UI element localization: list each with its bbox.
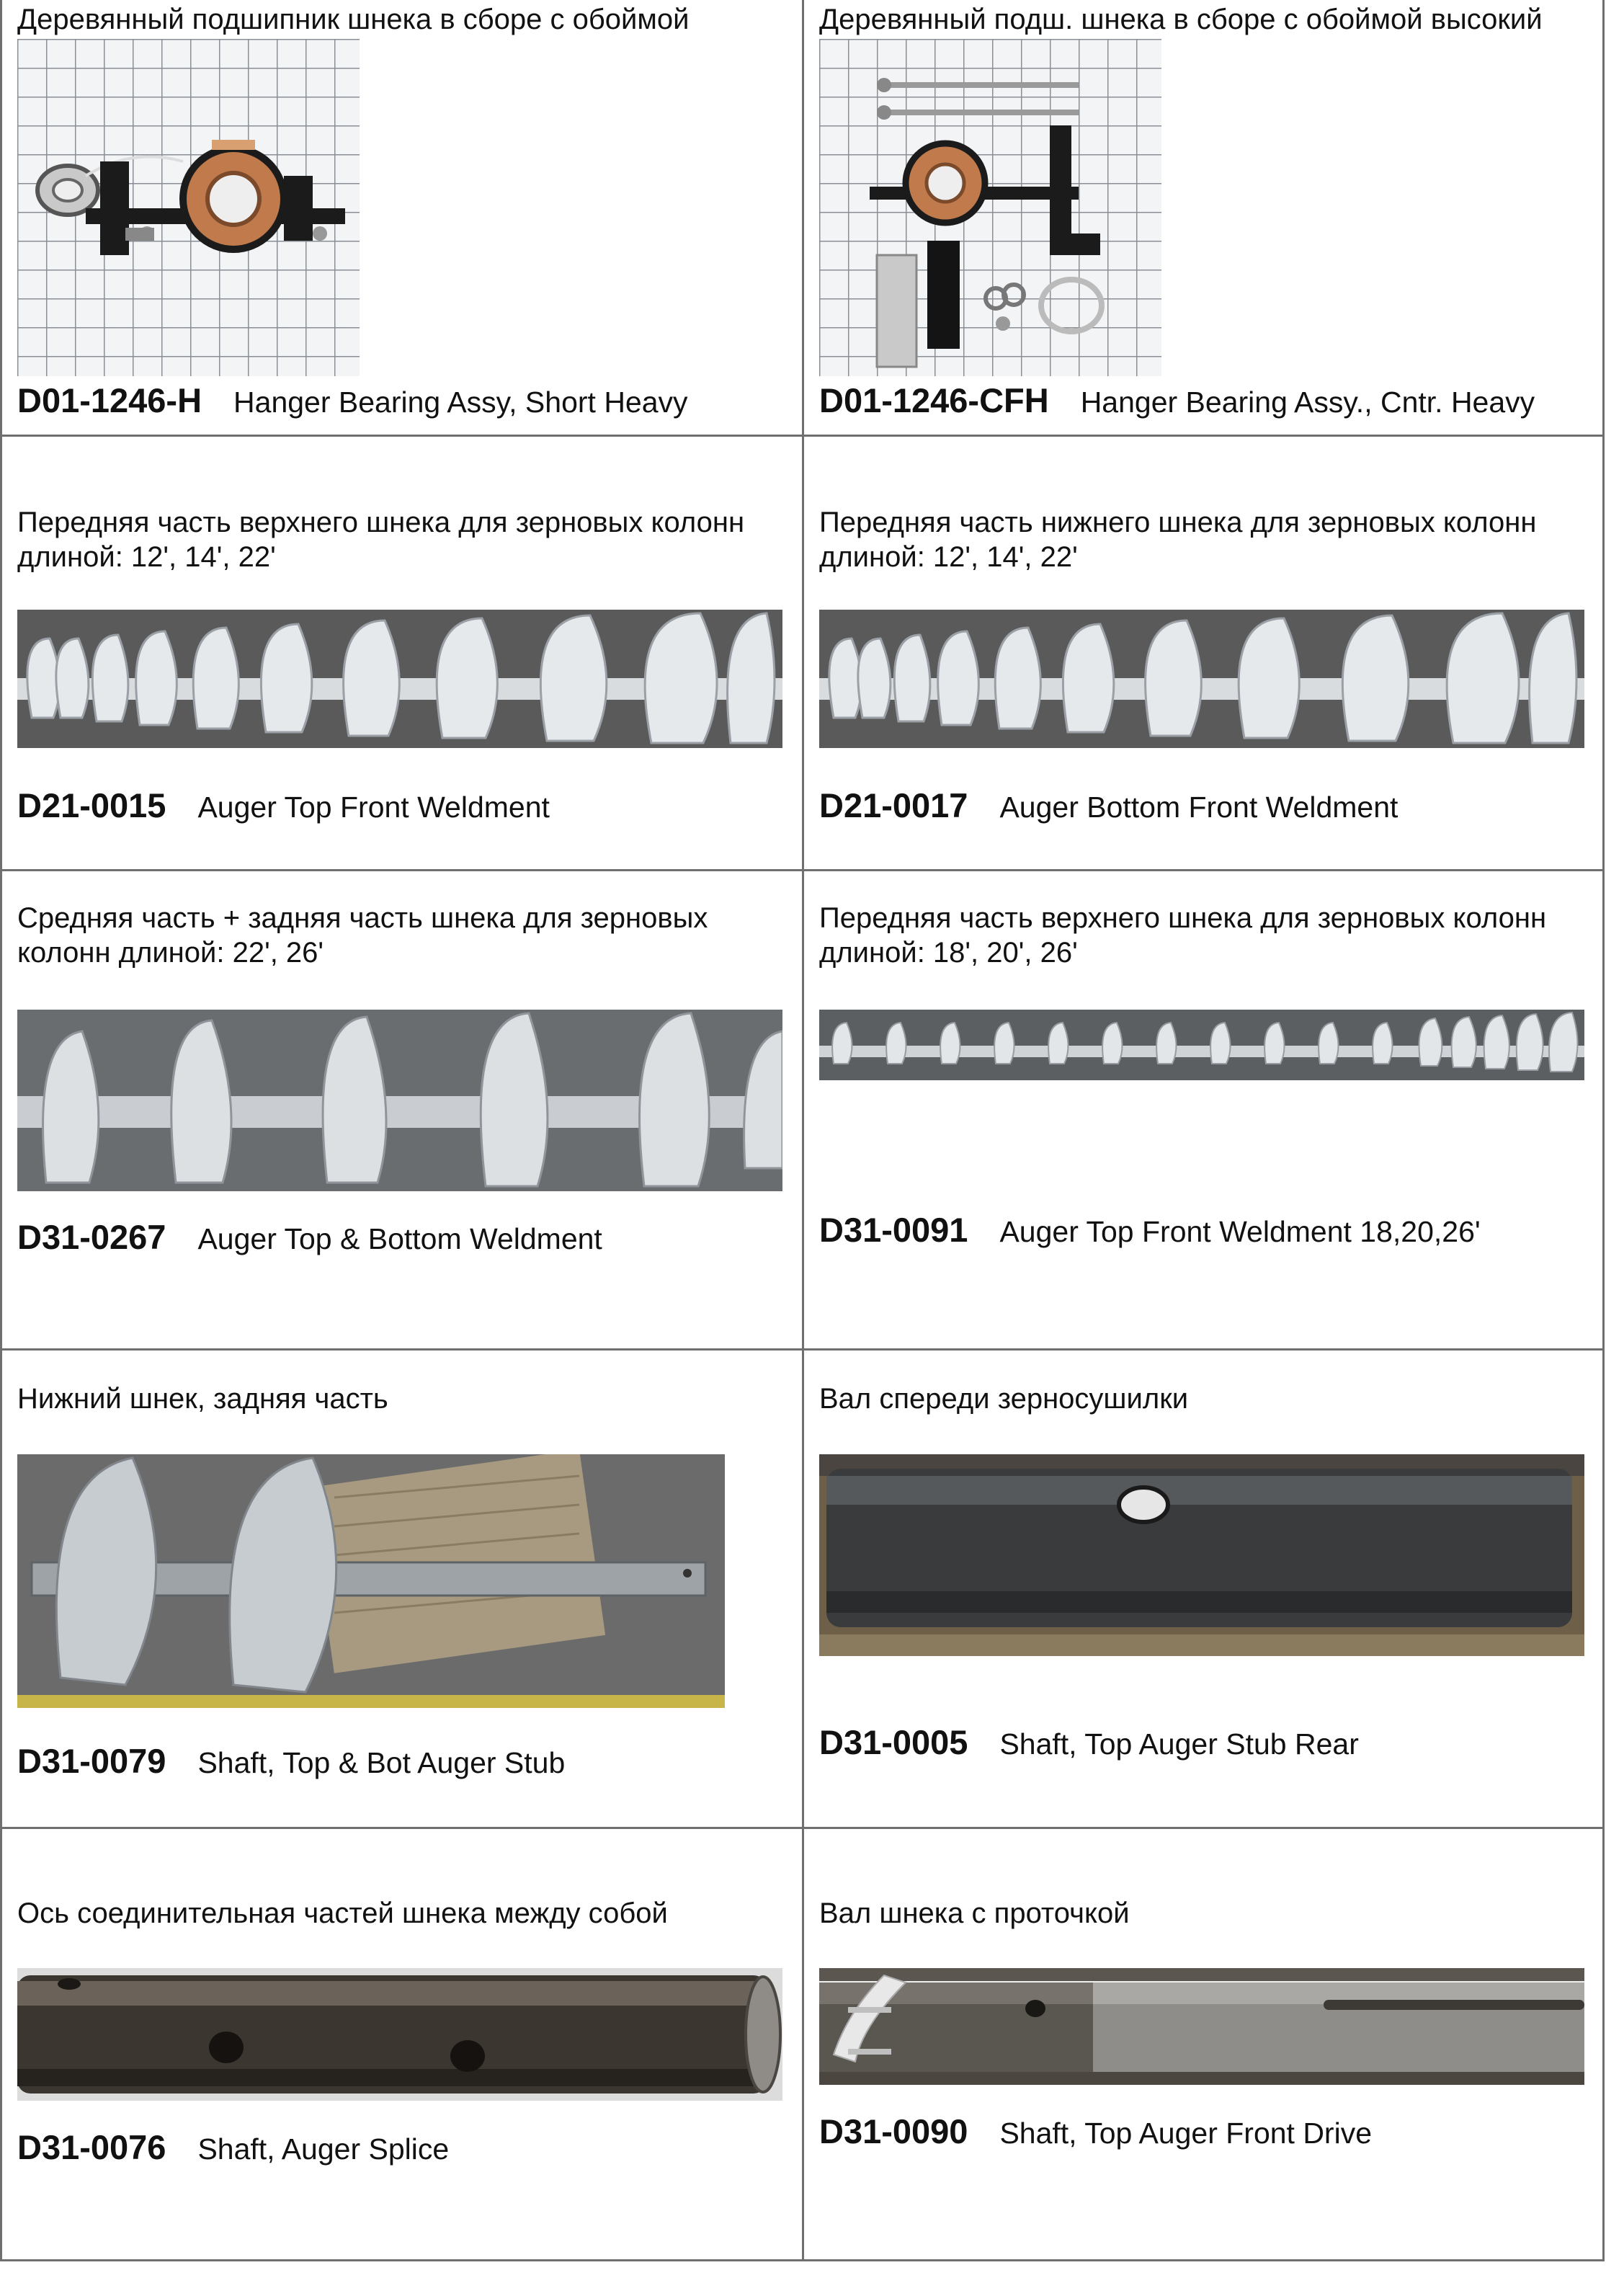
part-number: D01-1246-H — [17, 381, 202, 419]
part-description: Hanger Bearing Assy, Short Heavy — [233, 386, 688, 419]
part-cell — [819, 0, 1590, 435]
part-russian-name: Вал спереди зерносушилки — [819, 1383, 1189, 1415]
part-cell — [17, 0, 788, 435]
part-cell — [17, 1829, 788, 2259]
table-border-left — [0, 0, 2, 2261]
part-code-line — [819, 381, 1535, 420]
part-cell — [819, 1829, 1590, 2259]
auger-top-bottom-photo — [17, 1010, 782, 1191]
shaft-splice-illustration — [17, 1968, 782, 2101]
part-code-line — [17, 1217, 602, 1257]
part-number: D31-0090 — [819, 2112, 968, 2150]
part-description: Auger Bottom Front Weldment — [999, 791, 1398, 824]
hanger-bearing-center-photo — [819, 39, 1161, 376]
part-cell — [819, 871, 1590, 1348]
part-number: D21-0017 — [819, 786, 968, 824]
part-number: D31-0076 — [17, 2128, 166, 2166]
shaft-stub-rear-photo — [819, 1454, 1584, 1656]
table-column-divider — [802, 0, 804, 2261]
part-russian-name-line2: длиной: 12', 14', 22' — [819, 541, 1078, 573]
part-number: D31-0005 — [819, 1723, 968, 1761]
part-russian-name: Вал шнека с проточкой — [819, 1897, 1130, 1929]
part-russian-name: Нижний шнек, задняя часть — [17, 1383, 388, 1415]
part-cell — [17, 437, 788, 867]
part-russian-name-line1: Передняя часть верхнего шнека для зерновых колонн — [819, 902, 1547, 934]
part-description: Auger Top Front Weldment 18,20,26' — [999, 1215, 1481, 1248]
hanger-bearing-short-photo — [17, 39, 360, 376]
part-russian-name-line2: длиной: 12', 14', 22' — [17, 541, 276, 573]
part-russian-name-line1: Средняя часть + задняя часть шнека для зерновых — [17, 902, 708, 934]
hanger-bearing-center-illustration — [819, 39, 1161, 376]
part-number: D31-0267 — [17, 1218, 166, 1256]
part-cell — [17, 871, 788, 1348]
part-russian-name: Деревянный подшипник шнека в сборе с обоймой — [17, 4, 690, 35]
part-code-line — [819, 2112, 1372, 2151]
part-cell — [819, 437, 1590, 867]
part-code-line — [17, 1741, 565, 1781]
part-code-line — [17, 2127, 449, 2167]
part-description: Shaft, Top Auger Stub Rear — [999, 1727, 1359, 1761]
part-cell — [819, 1351, 1590, 1827]
auger-stub-illustration — [17, 1454, 725, 1708]
part-code-line — [17, 381, 688, 420]
auger-bottom-front-illustration — [819, 610, 1584, 748]
auger-bottom-front-photo — [819, 610, 1584, 748]
part-number: D01-1246-CFH — [819, 381, 1049, 419]
part-russian-name-line2: длиной: 18', 20', 26' — [819, 937, 1078, 969]
part-description: Auger Top & Bottom Weldment — [197, 1222, 602, 1255]
auger-top-front-long-illustration — [819, 1010, 1584, 1080]
part-number: D31-0091 — [819, 1211, 968, 1249]
shaft-front-drive-photo — [819, 1968, 1584, 2085]
auger-top-bottom-illustration — [17, 1010, 782, 1191]
part-number: D21-0015 — [17, 786, 166, 824]
part-russian-name: Деревянный подш. шнека в сборе с обоймой высокий — [819, 4, 1543, 35]
part-code-line — [819, 786, 1398, 825]
auger-top-front-illustration — [17, 610, 782, 748]
part-cell — [17, 1351, 788, 1827]
part-code-line — [17, 786, 550, 825]
part-code-line — [819, 1210, 1481, 1250]
table-border-right — [1602, 0, 1605, 2261]
part-description: Shaft, Top & Bot Auger Stub — [197, 1746, 566, 1779]
hanger-bearing-short-illustration — [17, 39, 360, 376]
part-russian-name-line1: Передняя часть нижнего шнека для зерновых колонн — [819, 507, 1537, 538]
shaft-front-drive-illustration — [819, 1968, 1584, 2085]
part-description: Hanger Bearing Assy., Cntr. Heavy — [1080, 386, 1535, 419]
part-description: Auger Top Front Weldment — [197, 791, 550, 824]
part-code-line — [819, 1722, 1359, 1762]
table-border-bottom — [0, 2259, 1605, 2261]
shaft-stub-rear-illustration — [819, 1454, 1584, 1656]
part-description: Shaft, Auger Splice — [197, 2132, 450, 2166]
auger-top-front-long-photo — [819, 1010, 1584, 1080]
part-number: D31-0079 — [17, 1742, 166, 1780]
part-russian-name-line1: Передняя часть верхнего шнека для зерновых колонн — [17, 507, 745, 538]
part-russian-name-line2: колонн длиной: 22', 26' — [17, 937, 324, 969]
shaft-splice-photo — [17, 1968, 782, 2101]
auger-top-front-photo — [17, 610, 782, 748]
part-russian-name: Ось соединительная частей шнека между собой — [17, 1897, 668, 1929]
auger-stub-photo — [17, 1454, 725, 1708]
part-description: Shaft, Top Auger Front Drive — [999, 2117, 1373, 2150]
